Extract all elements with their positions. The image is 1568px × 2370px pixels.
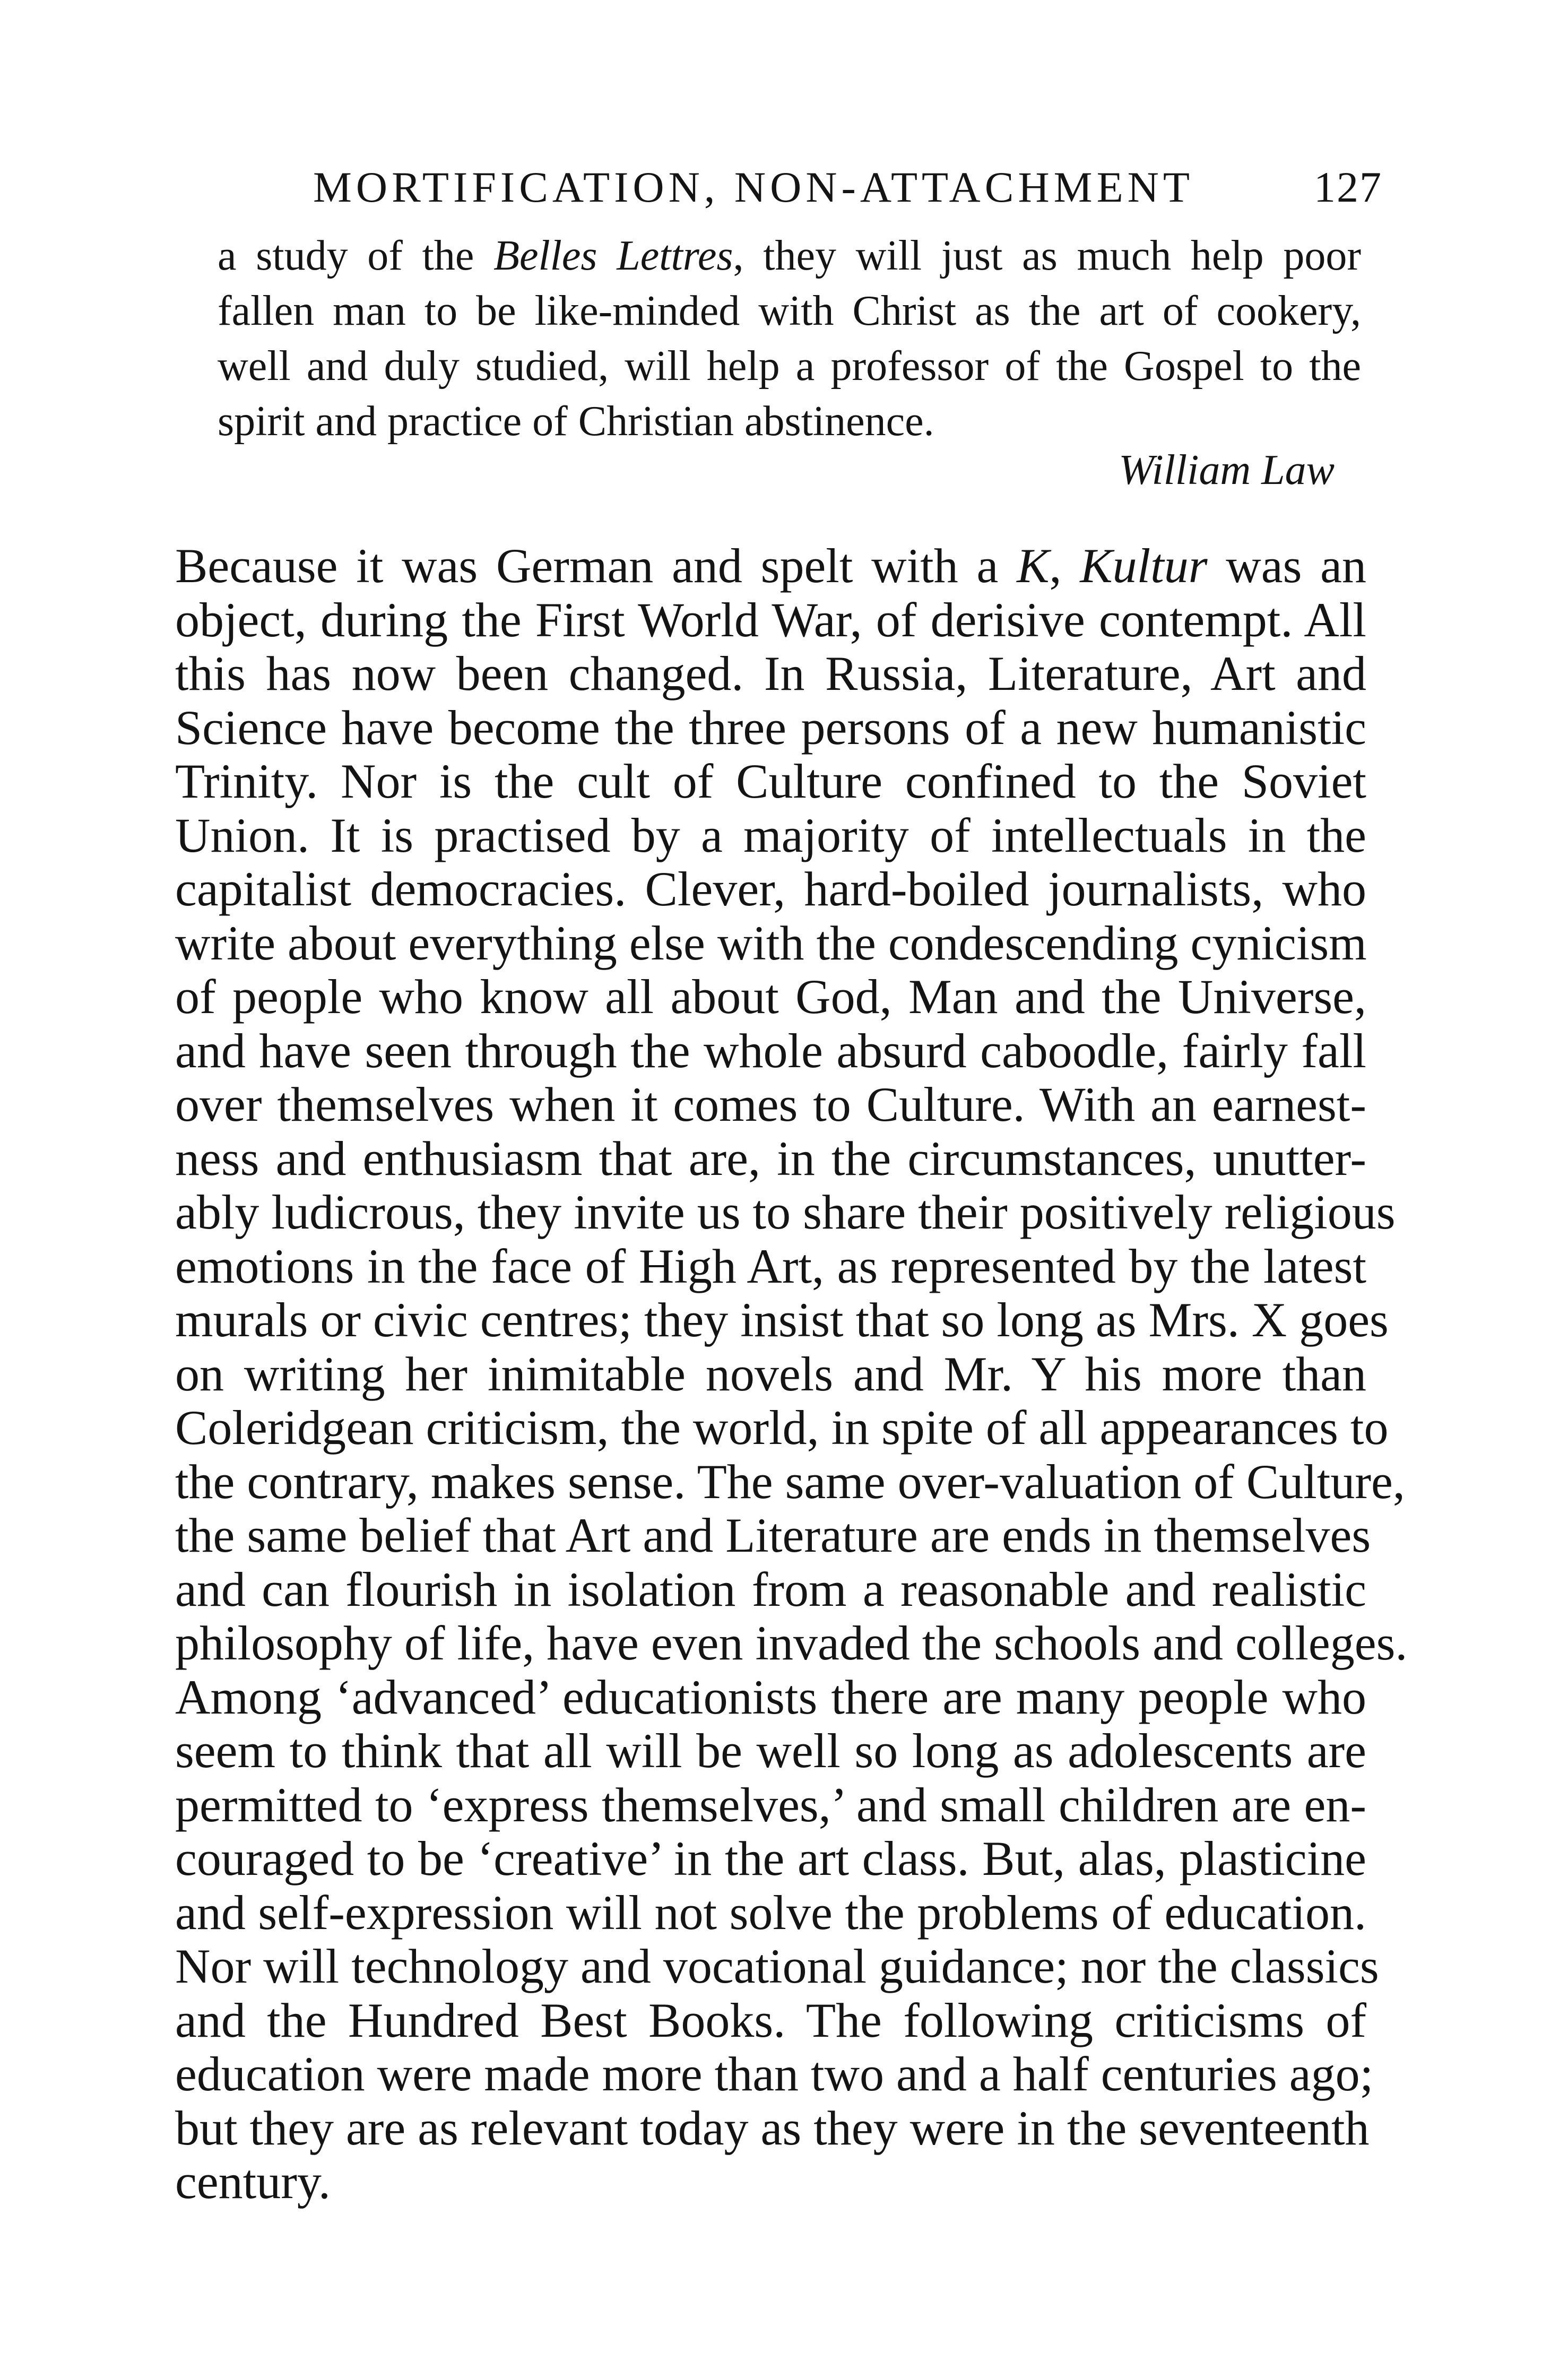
paragraph-line: on writing her inimitable novels and Mr. Y his more than: [175, 1346, 1366, 1401]
paragraph-line: education were made more than two and a half centuries ago;: [175, 2047, 1374, 2101]
paragraph-line: object, during the First World War, of derisive contempt. All: [175, 592, 1366, 647]
paragraph-line: of people who know all about God, Man and the Universe,: [175, 970, 1366, 1024]
paragraph-line: century.: [175, 2155, 331, 2209]
running-title: MORTIFICATION, NON-ATTACHMENT: [313, 163, 1194, 211]
paragraph-line: capitalist democracies. Clever, hard-boiled journalists, who: [175, 862, 1366, 916]
body-italic-run: K: [1017, 539, 1050, 593]
paragraph-line: this has now been changed. In Russia, Literature, Art and: [175, 646, 1366, 700]
paragraph-line: Nor will technology and vocational guidance; nor the classics: [175, 1939, 1379, 1993]
block-quote: [218, 228, 1361, 449]
paragraph-line: ness and enthusiasm that are, in the circumstances, unutter-: [175, 1131, 1366, 1186]
paragraph-line: over themselves when it comes to Culture. With an earnest-: [175, 1077, 1366, 1131]
paragraph-line: murals or civic centres; they insist that so long as Mrs. X goes: [175, 1293, 1389, 1347]
body-paragraph: [175, 539, 1408, 2209]
quote-line: well and duly studied, will help a professor of the Gospel to the: [218, 343, 1361, 390]
paragraph-line: ably ludicrous, they invite us to share their positively religious: [175, 1185, 1396, 1239]
paragraph-line: Trinity. Nor is the cult of Culture confined to the Soviet: [175, 754, 1366, 808]
body-text-run: was an: [1207, 539, 1366, 593]
paragraph-line: write about everything else with the condescending cynicism: [175, 915, 1367, 970]
paragraph-line: Among ‘advanced’ educationists there are many people who: [175, 1670, 1366, 1724]
paragraph-line: the contrary, makes sense. The same over-valuation of Culture,: [175, 1454, 1405, 1509]
running-head: [175, 158, 1382, 217]
paragraph-line: Union. It is practised by a majority of intellectuals in the: [175, 808, 1366, 862]
paragraph-line: seem to think that all will be well so long as adolescents are: [175, 1724, 1366, 1778]
paragraph-line: and self-expression will not solve the problems of education.: [175, 1885, 1366, 1940]
paragraph-line: Science have become the three persons of a new humanistic: [175, 700, 1366, 755]
paragraph-line: [175, 539, 1366, 593]
quote-line: fallen man to be like-minded with Christ as the art of cookery,: [218, 288, 1361, 334]
paragraph-line: the same belief that Art and Literature are ends in themselves: [175, 1508, 1371, 1562]
paragraph-line: philosophy of life, have even invaded the schools and colleges.: [175, 1616, 1408, 1670]
quote-text: , they will just as much help poor: [733, 232, 1361, 279]
paragraph-line: emotions in the face of High Art, as represented by the latest: [175, 1239, 1366, 1293]
quote-line: [218, 228, 1361, 283]
paragraph-line: and the Hundred Best Books. The following criticisms of: [175, 1993, 1366, 2047]
body-italic-run: Kultur: [1080, 539, 1208, 593]
quote-italic-title: Belles Lettres: [493, 232, 733, 279]
paragraph-line: but they are as relevant today as they were in the seventeenth: [175, 2100, 1370, 2155]
paragraph-line: and have seen through the whole absurd caboodle, fairly fall: [175, 1023, 1366, 1078]
paragraph-line: couraged to be ‘creative’ in the art class. But, alas, plasticine: [175, 1831, 1366, 1885]
quote-text: a study of the: [218, 232, 494, 279]
page-number: 127: [1314, 163, 1382, 211]
paragraph-line: and can flourish in isolation from a reasonable and realistic: [175, 1562, 1366, 1616]
body-text-run: Because it was German and spelt with a: [175, 539, 1017, 593]
paragraph-line: permitted to ‘express themselves,’ and small children are en-: [175, 1777, 1366, 1832]
body-text-run: ,: [1049, 539, 1080, 593]
paragraph-line: Coleridgean criticism, the world, in spite of all appearances to: [175, 1400, 1389, 1455]
quote-attribution: William Law: [1119, 447, 1335, 494]
quote-line: spirit and practice of Christian abstinence.: [218, 398, 934, 445]
